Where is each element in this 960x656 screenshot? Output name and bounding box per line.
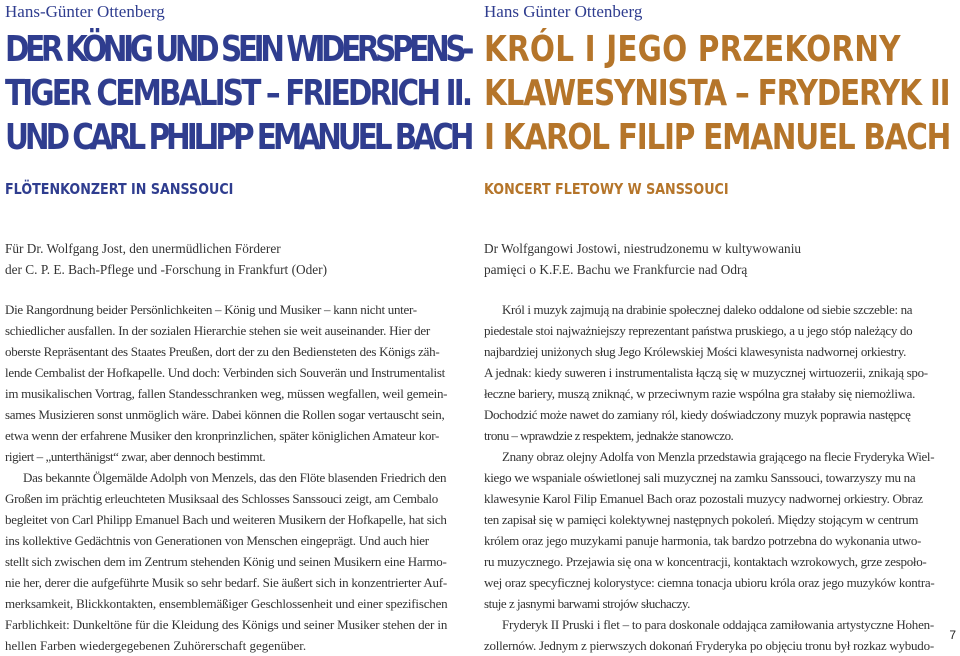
title-line: TIGER CEMBALIST – FRIEDRICH II.	[5, 73, 471, 114]
body-line: najbardziej uniżonych sług Jego Królewskiej Mości klawesynista nadwornej orkiestry.	[484, 344, 907, 359]
body-line: Fryderyk II Pruski i flet – to para doskonale oddająca zamiłowania artystyczne Hohen-	[502, 617, 934, 632]
dedication-line: Dr Wolfgangowi Jostowi, niestrudzonemu w kultywowaniu	[484, 241, 802, 256]
body-text-de	[5, 299, 447, 656]
body-line: Król i muzyk zajmują na drabinie społecznej daleko oddalone od siebie szczeble: na	[502, 302, 913, 317]
body-line: Farblichkeit: Dunkeltöne für die Kleidung des Königs und seiner Musiker stehen der in	[5, 617, 448, 632]
title-line: I KAROL FILIP EMANUEL BACH	[484, 117, 951, 158]
subtitle-pl: KONCERT FLETOWY W SANSSOUCI	[484, 180, 729, 198]
body-line: tronu – wprawdzie z respektem, jednakże stanowczo.	[484, 428, 734, 443]
body-line: klawesynie Karol Filip Emanuel Bach oraz pozostali muzycy nadwornej orkiestry. Obraz	[484, 491, 923, 506]
body-line: begleitet von Carl Philipp Emanuel Bach und weiteren Musikern der Hofkapelle, hat sich	[5, 512, 447, 527]
dedication-line: Für Dr. Wolfgang Jost, den unermüdlichen Förderer	[5, 241, 281, 256]
body-line: Das bekannte Ölgemälde Adolph von Menzels, das den Flöte blasenden Friedrich den	[23, 470, 447, 485]
body-line: piedestale stoi najważniejszy reprezentant państwa pruskiego, a u jego stóp należący do	[484, 323, 913, 338]
dedication-pl	[484, 238, 801, 280]
body-line: schiedlicher ausfallen. In der sozialen Hierarchie stehen sie weit auseinander. Hier der	[5, 323, 430, 338]
body-line: Znany obraz olejny Adolfa von Menzla przedstawia grającego na flecie Fryderyka Wiel-	[502, 449, 935, 464]
body-text-pl	[484, 299, 934, 656]
body-line: hellen Farben wiedergegebenen Zuhörerschaft gegenüber.	[5, 638, 307, 653]
title-line: KRÓL I JEGO PRZEKORNY	[484, 29, 901, 70]
body-line: zollernów. Jednym z pierwszych dokonań Fryderyka po objęciu tronu był rozkaz wybudo-	[484, 638, 934, 653]
dedication-line: der C. P. E. Bach-Pflege und -Forschung in Frankfurt (Oder)	[5, 262, 328, 277]
author-name-de: Hans-Günter Ottenberg	[5, 2, 165, 21]
title-pl	[484, 28, 951, 160]
body-line: kiego we wspaniale oświetlonej sali muzycznej na zamku Sanssouci, towarzyszy mu na	[484, 470, 916, 485]
page-number: 7	[949, 628, 956, 642]
body-line: łeczne bariery, muszą zniknąć, w przeciwnym razie wspólna gra stałaby się niemożliwa.	[484, 386, 916, 401]
body-line: rigiert – „unterthänigst“ zwar, aber dennoch bestimmt.	[5, 449, 266, 464]
body-line: Dochodzić może nawet do zamiany ról, kiedy doświadczony muzyk poprawia następcę	[484, 407, 911, 422]
body-line: wej oraz specyficznej kolorystyce: ciemna tonacja ubioru króla oraz jego muzyków kontra-	[484, 575, 935, 590]
body-line: ten zapisał się w pamięci kolektywnej następnych pokoleń. Między stojącym w centrum	[484, 512, 919, 527]
body-line: oberste Repräsentant des Staates Preußen, dort der zu den Bediensteten des Königs zäh-	[5, 344, 440, 359]
title-line: UND CARL PHILIPP EMANUEL BACH	[5, 117, 471, 158]
author-name-pl: Hans Günter Ottenberg	[484, 2, 643, 21]
body-line: ins kollektive Gedächtnis von Generationen von Menschen eingeprägt. Und auch hier	[5, 533, 429, 548]
subtitle-de: FLÖTENKONZERT IN SANSSOUCI	[5, 180, 234, 198]
dedication-line: pamięci o K.F.E. Bachu we Frankfurcie nad Odrą	[484, 262, 748, 277]
body-line: Großen im prächtig erleuchteten Musiksaal des Schlosses Sanssouci zeigt, am Cembalo	[5, 491, 438, 506]
title-line: KLAWESYNISTA – FRYDERYK II	[484, 73, 950, 114]
body-line: Die Rangordnung beider Persönlichkeiten – König und Musiker – kann nicht unter-	[5, 302, 417, 317]
body-line: etwa wenn der erfahrene Musiker den kronprinzlichen, später königlichen Amateur kor-	[5, 428, 440, 443]
body-line: sames Musizieren sonst unmöglich wäre. Dabei können die Rollen sogar vertauscht sein,	[5, 407, 445, 422]
title-line: DER KÖNIG UND SEIN WIDERSPENS-	[5, 29, 470, 70]
dedication-de	[5, 238, 327, 280]
body-line: ru muzycznego. Przejawia się ona w koncentracji, kontaktach wzrokowych, grze zespoło-	[484, 554, 927, 569]
body-line: A jednak: kiedy suweren i instrumentalista łączą się w muzycznej wirtuozerii, znikają spo-	[484, 365, 928, 380]
body-line: nie her, derer die aufgeführte Musik so sehr bedarf. Sie äußert sich in konzentrierter Auf-	[5, 575, 447, 590]
body-line: stellt sich zwischen dem im Zentrum stehenden König und seinen Musikern eine Harmo-	[5, 554, 447, 569]
title-de	[5, 28, 471, 160]
body-line: merksamkeit, Blickkontakten, ensemblemäßiger Geschlossenheit und einer spezifischen	[5, 596, 448, 611]
body-line: stuje z jasnymi barwami strojów słuchaczy.	[484, 596, 690, 611]
body-line: królem oraz jego muzykami panuje harmonia, tak bardzo potrzebna do wykonania utwo-	[484, 533, 922, 548]
body-line: im musikalischen Vortrag, fallen Standesschranken weg, müssen wegfallen, weil gemein-	[5, 386, 448, 401]
body-line: lende Cembalist der Hofkapelle. Und doch: Verbinden sich Souverän und Instrumentalist	[5, 365, 445, 380]
